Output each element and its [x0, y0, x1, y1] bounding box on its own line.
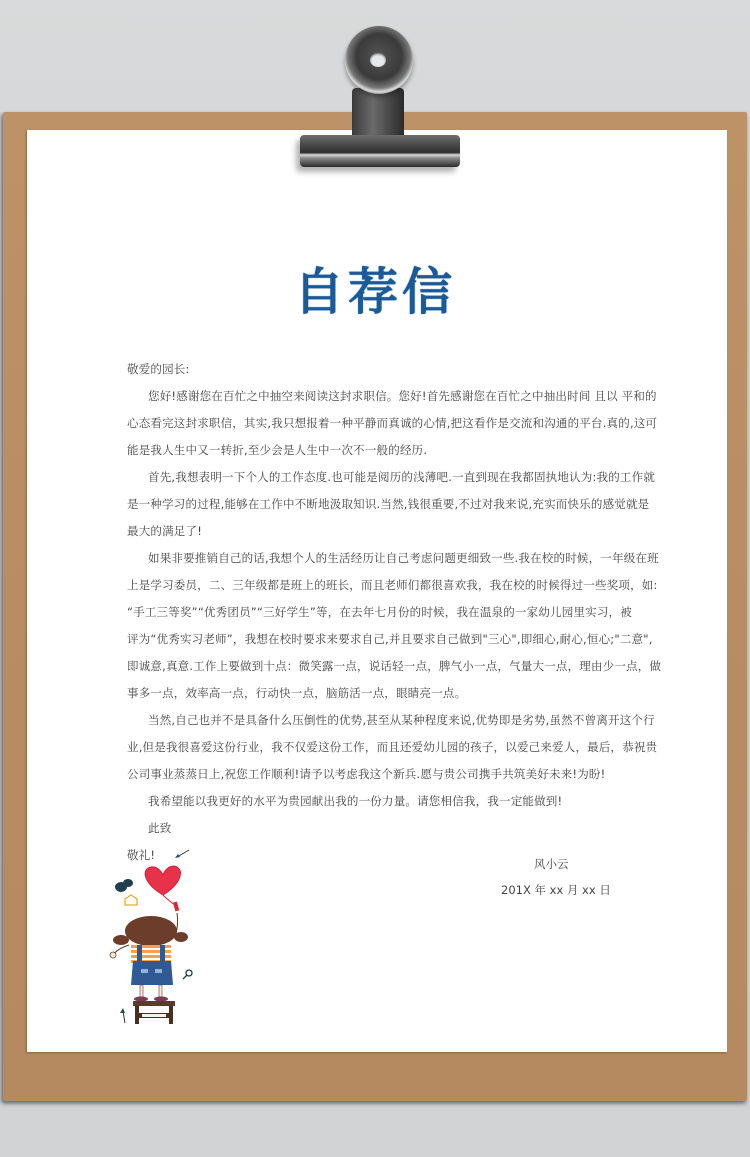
paragraph-line: “手工三等奖”“优秀团员”“三好学生”等，在去年七月份的时候，我在温泉的一家幼儿园里实习，被	[127, 605, 632, 619]
paragraph-line: 如果非要推销自己的话,我想个人的生活经历让自己考虑问题更细致一些.我在校的时候，一年级在班	[148, 551, 659, 565]
closing-line: 此致	[148, 821, 172, 835]
paragraph-line: 公司事业蒸蒸日上,祝您工作顺利!请予以考虑我这个新兵.愿与贵公司携手共筑美好未来!为盼!	[127, 767, 606, 781]
paragraph-line: 能是我人生中又一转折,至少会是人生中一次不一般的经历.	[127, 443, 428, 457]
girl-drawing-heart-illustration	[103, 845, 208, 1035]
clip-ring	[345, 26, 413, 94]
paragraph-line: 首先,我想表明一下个人的工作态度.也可能是阅历的浅薄吧.一直到现在我都固执地认为:我的工作就	[148, 470, 656, 484]
paragraph-line: 最大的满足了!	[127, 524, 203, 538]
salutation: 敬爱的园长:	[127, 362, 190, 376]
paragraph-line: 是一种学习的过程,能够在工作中不断地汲取知识.当然,钱很重要,不过对我来说,充实而快乐的感觉就是	[127, 497, 650, 511]
letter-body	[127, 356, 662, 869]
letter-title: 自荐信	[294, 262, 456, 321]
closing-regards: 敬礼!	[127, 848, 156, 862]
paragraph-line: 评为“优秀实习老师”，我想在校时要求来要求自己,并且要求自己做到"三心",即细心,耐心,恒心;"二意",	[127, 632, 653, 646]
paragraph-line: 当然,自己也并不是具备什么压倒性的优势,甚至从某种程度来说,优势即是劣势,虽然不曾离开这个行	[148, 713, 655, 727]
paragraph-line: 心态看完这封求职信，其实,我只想报着一种平静而真诚的心情,把这看作是交流和沟通的平台.真的,这可	[127, 416, 658, 430]
signature-name: 风小云	[534, 857, 569, 871]
clip-hole	[370, 53, 386, 67]
paragraph-line: 您好!感谢您在百忙之中抽空来阅读这封求职信。您好!首先感谢您在百忙之中抽出时间 且以 平和的	[148, 389, 657, 403]
paragraph-line: 业,但是我很喜爱这份行业，我不仅爱这份工作，而且还爱幼儿园的孩子，以爱己来爱人，最后，恭祝贵	[127, 740, 658, 754]
paragraph-line: 即诚意,真意.工作上要做到十点：微笑露一点，说话轻一点，脾气小一点，气量大一点，理由少一点，做	[127, 659, 662, 673]
paragraph-line: 上是学习委员，二、三年级都是班上的班长，而且老师们都很喜欢我，我在校的时候得过一些奖项，如:	[127, 578, 658, 592]
paragraph-line: 我希望能以我更好的水平为贵园献出我的一份力量。请您相信我，我一定能做到!	[148, 794, 563, 808]
paragraph-line: 事多一点，效率高一点，行动快一点，脑筋活一点，眼睛亮一点。	[127, 686, 467, 700]
signature-date: 201X 年 xx 月 xx 日	[501, 883, 611, 897]
